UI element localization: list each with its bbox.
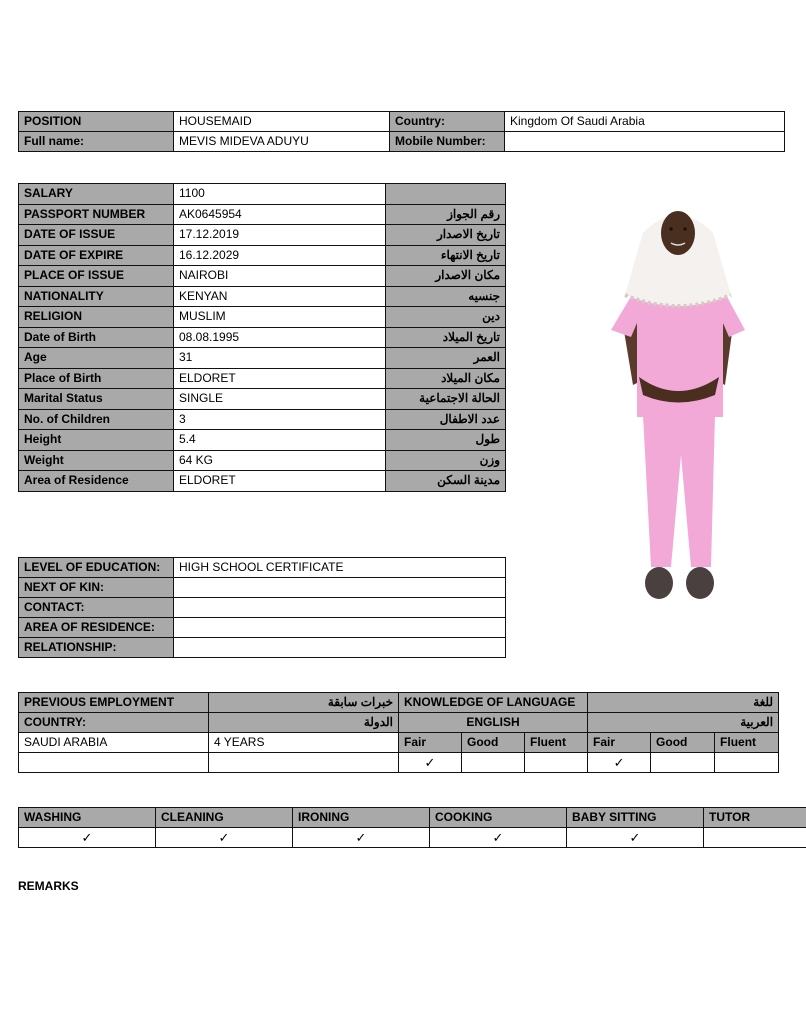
personal-value: 17.12.2019 (174, 225, 386, 246)
skills-table (18, 807, 806, 848)
personal-row (19, 348, 506, 369)
personal-value: ELDORET (174, 471, 386, 492)
personal-arabic-label: رقم الجواز (386, 204, 506, 225)
employment-row-2 (19, 753, 779, 773)
candidate-photo (603, 205, 753, 605)
education-label: AREA OF RESIDENCE: (19, 618, 174, 638)
personal-arabic-label: طول (386, 430, 506, 451)
education-value (174, 638, 506, 658)
fullname-label: Full name: (19, 132, 174, 152)
education-label: NEXT OF KIN: (19, 578, 174, 598)
personal-value: MUSLIM (174, 307, 386, 328)
personal-arabic-label: عدد الاطفال (386, 409, 506, 430)
personal-value: 16.12.2029 (174, 245, 386, 266)
personal-label: PLACE OF ISSUE (19, 266, 174, 287)
country-col-arabic: الدولة (209, 713, 399, 733)
country-value: Kingdom Of Saudi Arabia (505, 112, 785, 132)
personal-value: ELDORET (174, 368, 386, 389)
personal-arabic-label: مكان الميلاد (386, 368, 506, 389)
personal-label: No. of Children (19, 409, 174, 430)
arabic-good-check (651, 753, 715, 773)
personal-value: NAIROBI (174, 266, 386, 287)
personal-label: Area of Residence (19, 471, 174, 492)
fullname-value: MEVIS MIDEVA ADUYU (174, 132, 390, 152)
personal-arabic-label: تاريخ الانتهاء (386, 245, 506, 266)
personal-label: SALARY (19, 184, 174, 205)
skill-check: ✓ (19, 828, 156, 848)
personal-arabic-label: مكان الاصدار (386, 266, 506, 287)
header-table (18, 111, 785, 152)
position-label: POSITION (19, 112, 174, 132)
english-label: ENGLISH (399, 713, 588, 733)
arabic-fair-header: Fair (588, 733, 651, 753)
personal-row (19, 368, 506, 389)
skill-check: ✓ (156, 828, 293, 848)
knowledge-language-label: KNOWLEDGE OF LANGUAGE (399, 693, 588, 713)
personal-row (19, 204, 506, 225)
personal-row (19, 471, 506, 492)
employment-country-value: SAUDI ARABIA (19, 733, 209, 753)
personal-label: Weight (19, 450, 174, 471)
header-row-fullname (19, 132, 785, 152)
personal-label: Marital Status (19, 389, 174, 410)
skill-check (704, 828, 806, 848)
arabic-fair-check: ✓ (588, 753, 651, 773)
personal-arabic-label: جنسيه (386, 286, 506, 307)
personal-label: NATIONALITY (19, 286, 174, 307)
country-label: Country: (390, 112, 505, 132)
personal-value: SINGLE (174, 389, 386, 410)
personal-arabic-label: الحالة الاجتماعية (386, 389, 506, 410)
english-fluent-check (525, 753, 588, 773)
skill-label: IRONING (293, 808, 430, 828)
personal-row (19, 286, 506, 307)
skill-check: ✓ (293, 828, 430, 848)
english-fluent-header: Fluent (525, 733, 588, 753)
personal-value: 64 KG (174, 450, 386, 471)
personal-arabic-label: مدينة السكن (386, 471, 506, 492)
personal-arabic-label: تاريخ الميلاد (386, 327, 506, 348)
skill-check: ✓ (567, 828, 704, 848)
personal-label: Age (19, 348, 174, 369)
arabic-fluent-header: Fluent (715, 733, 779, 753)
arabic-fluent-check (715, 753, 779, 773)
personal-arabic-label: وزن (386, 450, 506, 471)
employment-years-value: 4 YEARS (209, 733, 399, 753)
personal-label: Height (19, 430, 174, 451)
personal-arabic-label: العمر (386, 348, 506, 369)
english-fair-check: ✓ (399, 753, 462, 773)
employment-header-row (19, 693, 779, 713)
english-fair-header: Fair (399, 733, 462, 753)
education-value (174, 618, 506, 638)
skill-label: BABY SITTING (567, 808, 704, 828)
skill-label: TUTOR (704, 808, 806, 828)
education-row (19, 598, 506, 618)
position-value: HOUSEMAID (174, 112, 390, 132)
personal-value: KENYAN (174, 286, 386, 307)
language-arabic-label: للغة (588, 693, 779, 713)
skills-header-row (19, 808, 806, 828)
personal-row (19, 184, 506, 205)
personal-row (19, 327, 506, 348)
personal-label: PASSPORT NUMBER (19, 204, 174, 225)
header-row-position (19, 112, 785, 132)
employment-subheader-row (19, 713, 779, 733)
personal-value: 1100 (174, 184, 386, 205)
skill-label: CLEANING (156, 808, 293, 828)
education-row (19, 638, 506, 658)
employment-years-empty (209, 753, 399, 773)
country-col-label: COUNTRY: (19, 713, 209, 733)
personal-label: RELIGION (19, 307, 174, 328)
personal-arabic-label: تاريخ الاصدار (386, 225, 506, 246)
skill-label: COOKING (430, 808, 567, 828)
education-label: RELATIONSHIP: (19, 638, 174, 658)
education-label: LEVEL OF EDUCATION: (19, 558, 174, 578)
employment-country-empty (19, 753, 209, 773)
education-value (174, 578, 506, 598)
personal-row (19, 409, 506, 430)
personal-label: Place of Birth (19, 368, 174, 389)
personal-value: AK0645954 (174, 204, 386, 225)
mobile-label: Mobile Number: (390, 132, 505, 152)
employment-language-table (18, 692, 779, 773)
arabic-language-label: العربية (588, 713, 779, 733)
personal-row (19, 225, 506, 246)
mobile-value (505, 132, 785, 152)
personal-arabic-label: دين (386, 307, 506, 328)
english-good-header: Good (462, 733, 525, 753)
english-good-check (462, 753, 525, 773)
personal-value: 5.4 (174, 430, 386, 451)
personal-details-table (18, 183, 506, 492)
previous-employment-arabic: خبرات سابقة (209, 693, 399, 713)
skills-check-row (19, 828, 806, 848)
education-label: CONTACT: (19, 598, 174, 618)
skill-check: ✓ (430, 828, 567, 848)
personal-label: DATE OF EXPIRE (19, 245, 174, 266)
skill-label: WASHING (19, 808, 156, 828)
previous-employment-label: PREVIOUS EMPLOYMENT (19, 693, 209, 713)
education-table (18, 557, 506, 658)
personal-row (19, 430, 506, 451)
education-value: HIGH SCHOOL CERTIFICATE (174, 558, 506, 578)
education-value (174, 598, 506, 618)
personal-row (19, 266, 506, 287)
personal-value: 3 (174, 409, 386, 430)
personal-value: 31 (174, 348, 386, 369)
arabic-good-header: Good (651, 733, 715, 753)
personal-row (19, 450, 506, 471)
personal-label: Date of Birth (19, 327, 174, 348)
education-row (19, 558, 506, 578)
personal-row (19, 307, 506, 328)
education-row (19, 578, 506, 598)
personal-value: 08.08.1995 (174, 327, 386, 348)
personal-row (19, 389, 506, 410)
remarks-label: REMARKS (18, 879, 79, 893)
personal-arabic-label (386, 184, 506, 205)
personal-label: DATE OF ISSUE (19, 225, 174, 246)
personal-row (19, 245, 506, 266)
employment-row-1 (19, 733, 779, 753)
education-row (19, 618, 506, 638)
